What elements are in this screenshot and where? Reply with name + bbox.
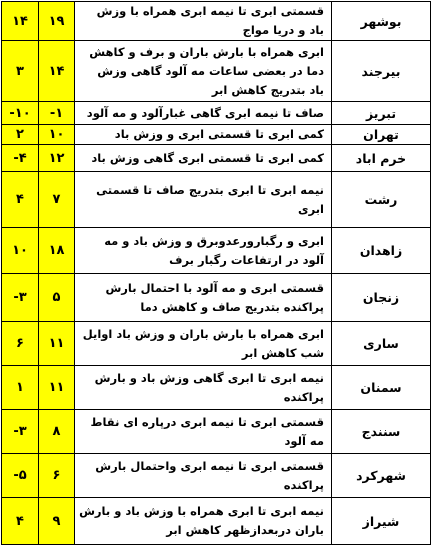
city-name: سنندج (332, 410, 431, 454)
table-row (2, 410, 431, 454)
min-temp: -۳ (2, 410, 39, 454)
city-name: تهران (332, 125, 431, 145)
forecast-description: کمی ابری تا قسمتی ابری گاهی وزش باد (75, 145, 332, 172)
min-temp: -۵ (2, 454, 39, 498)
max-temp: ۱۱ (39, 366, 75, 410)
max-temp: ۱۸ (39, 228, 75, 274)
city-name: بوشهر (332, 2, 431, 41)
min-temp: -۴ (2, 145, 39, 172)
table-row (2, 102, 431, 125)
max-temp: ۱۹ (39, 2, 75, 41)
forecast-description: قسمتی ابری تا نیمه ابری همراه با وزش باد و دریا مواج (75, 2, 332, 41)
forecast-description: ابری همراه با بارش باران و وزش باد اوایل شب کاهش ابر (75, 322, 332, 366)
min-temp: ۲ (2, 125, 39, 145)
city-name: شیراز (332, 498, 431, 545)
min-temp: -۳ (2, 274, 39, 322)
table-row (2, 322, 431, 366)
max-temp: ۱۱ (39, 322, 75, 366)
city-name: سمنان (332, 366, 431, 410)
table-row (2, 366, 431, 410)
forecast-description: نیمه ابری تا ابری بتدریج صاف تا قسمتی ابری (75, 172, 332, 228)
table-row (2, 125, 431, 145)
city-name: رشت (332, 172, 431, 228)
min-temp: ۴ (2, 172, 39, 228)
forecast-description: ابری و رگبارورعدوبرق و وزش باد و مه آلود در ارتفاعات رگبار برف (75, 228, 332, 274)
city-name: بیرجند (332, 41, 431, 102)
max-temp: ۱۲ (39, 145, 75, 172)
table-row (2, 498, 431, 545)
max-temp: ۱۴ (39, 41, 75, 102)
min-temp: ۴ (2, 498, 39, 545)
min-temp: -۱۰ (2, 102, 39, 125)
max-temp: ۹ (39, 498, 75, 545)
max-temp: ۵ (39, 274, 75, 322)
table-row (2, 454, 431, 498)
forecast-description: قسمتی ابری تا نیمه ابری واحتمال بارش پراکنده (75, 454, 332, 498)
city-name: تبریز (332, 102, 431, 125)
max-temp: ۷ (39, 172, 75, 228)
city-name: شهرکرد (332, 454, 431, 498)
city-name: خرم اباد (332, 145, 431, 172)
table-row (2, 41, 431, 102)
max-temp: -۱ (39, 102, 75, 125)
city-name: زاهدان (332, 228, 431, 274)
max-temp: ۶ (39, 454, 75, 498)
table-row (2, 2, 431, 41)
forecast-description: صاف تا نیمه ابری گاهی غبارآلود و مه آلود (75, 102, 332, 125)
max-temp: ۱۰ (39, 125, 75, 145)
max-temp: ۸ (39, 410, 75, 454)
table-row (2, 145, 431, 172)
forecast-description: نیمه ابری تا ابری همراه با وزش باد و بارش باران دربعدازظهر کاهش ابر (75, 498, 332, 545)
forecast-description: قسمتی ابری تا نیمه ابری درپاره ای نقاط مه آلود (75, 410, 332, 454)
city-name: زنجان (332, 274, 431, 322)
table-row (2, 172, 431, 228)
table-row (2, 228, 431, 274)
forecast-description: قسمتی ابری و مه آلود با احتمال بارش پراکنده بتدریج صاف و کاهش دما (75, 274, 332, 322)
min-temp: ۶ (2, 322, 39, 366)
forecast-description: ابری همراه با بارش باران و برف و کاهش دما در بعضی ساعات مه آلود گاهی وزش باد بتدریج کاهش ابر (75, 41, 332, 102)
forecast-description: کمی ابری تا قسمتی ابری و وزش باد (75, 125, 332, 145)
min-temp: ۱۴ (2, 2, 39, 41)
min-temp: ۳ (2, 41, 39, 102)
forecast-table (1, 1, 431, 545)
min-temp: ۱ (2, 366, 39, 410)
city-name: ساری (332, 322, 431, 366)
min-temp: ۱۰ (2, 228, 39, 274)
forecast-description: نیمه ابری تا ابری گاهی وزش باد و بارش پراکنده (75, 366, 332, 410)
table-row (2, 274, 431, 322)
